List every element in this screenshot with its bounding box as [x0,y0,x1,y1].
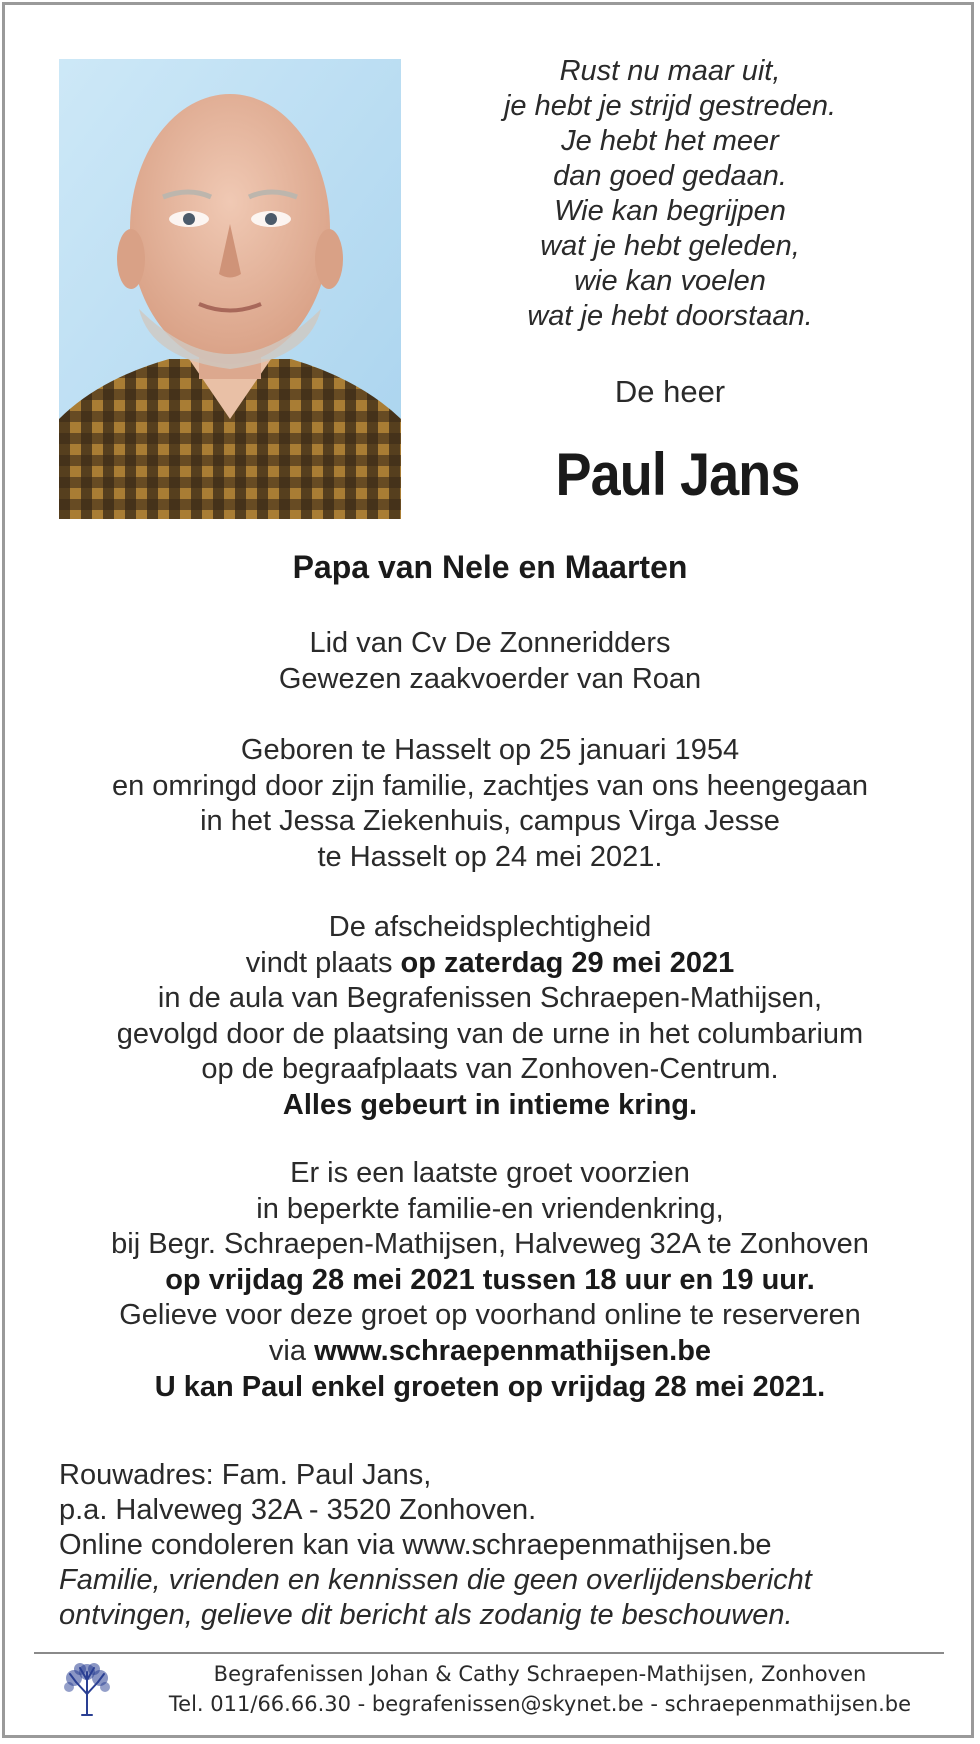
ceremony-line: gevolgd door de plaatsing van de urne in het columbarium [116,1017,864,1050]
ceremony-line [0,946,980,982]
ceremony-line: op de begraafplaats van Zonhoven-Centrum. [201,1053,779,1086]
ceremony-note: Alles gebeurt in intieme kring. [282,1088,698,1121]
poem-line: Wie kan begrijpen [554,195,786,227]
portrait-photo [59,59,401,519]
birth-line: Geboren te Hasselt op 25 januari 1954 [240,734,740,766]
address-line: Rouwadres: Fam. Paul Jans, [59,1459,432,1491]
greeting-block [0,1156,980,1405]
poem-line: wat je hebt doorstaan. [527,300,813,332]
condolence-line: Online condoleren kan via www.schraepenmathijsen.be [59,1529,772,1561]
greeting-line: bij Begr. Schraepen-Mathijsen, Halveweg 32A te Zonhoven [111,1228,869,1261]
roles-block [0,626,980,697]
footer-divider [34,1652,944,1654]
family-subtitle: Papa van Nele en Maarten [292,549,688,585]
poem [440,54,900,334]
poem-line: wie kan voelen [574,265,766,297]
ceremony-date: op zaterdag 29 mei 2021 [400,946,735,979]
funeral-home-footer [100,1659,980,1719]
role-line: Gewezen zaakvoerder van Roan [278,662,702,695]
ceremony-text: vindt plaats [245,946,401,979]
deceased-name: Paul Jans [555,441,800,508]
footer-contact: Tel. 011/66.66.30 - begrafenissen@skynet.be - schraepenmathijsen.be [168,1692,912,1716]
salutation: De heer [614,374,726,409]
portrait-illustration [59,59,401,519]
poem-line: wat je hebt geleden, [540,230,800,262]
greeting-note: U kan Paul enkel groeten op vrijdag 28 mei 2021. [154,1370,826,1403]
footer-line: Begrafenissen Johan & Cathy Schraepen-Mathijsen, Zonhoven [213,1662,867,1686]
role-line: Lid van Cv De Zonneridders [309,627,671,659]
poem-line: Rust nu maar uit, [559,55,781,87]
birth-line: te Hasselt op 24 mei 2021. [317,840,663,873]
notice-line: Familie, vrienden en kennissen die geen overlijdensbericht [59,1564,812,1596]
poem-line: je hebt je strijd gestreden. [503,90,837,122]
poem-line: Je hebt het meer [561,125,779,157]
ceremony-line: De afscheidsplechtigheid [328,911,652,943]
address-block [59,1458,812,1633]
greeting-time: op vrijdag 28 mei 2021 tussen 18 uur en 19 uur. [165,1263,815,1296]
birth-line: in het Jessa Ziekenhuis, campus Virga Jesse [200,805,780,838]
greeting-line: Gelieve voor deze groet op voorhand online te reserveren [119,1299,861,1332]
ceremony-line: in de aula van Begrafenissen Schraepen-Mathijsen, [157,982,823,1015]
greeting-line: in beperkte familie-en vriendenkring, [256,1192,724,1225]
poem-line: dan goed gedaan. [553,160,787,192]
greeting-line [0,1334,980,1370]
birth-line: en omringd door zijn familie, zachtjes van ons heengegaan [111,769,869,802]
greeting-line: Er is een laatste groet voorzien [290,1157,690,1189]
notice-line: ontvingen, gelieve dit bericht als zodanig te beschouwen. [59,1599,793,1631]
website-link[interactable]: www.schraepenmathijsen.be [314,1334,712,1367]
birth-block [0,733,980,875]
greeting-text: via [268,1334,315,1367]
ceremony-block [0,910,980,1124]
address-line: p.a. Halveweg 32A - 3520 Zonhoven. [59,1494,537,1526]
